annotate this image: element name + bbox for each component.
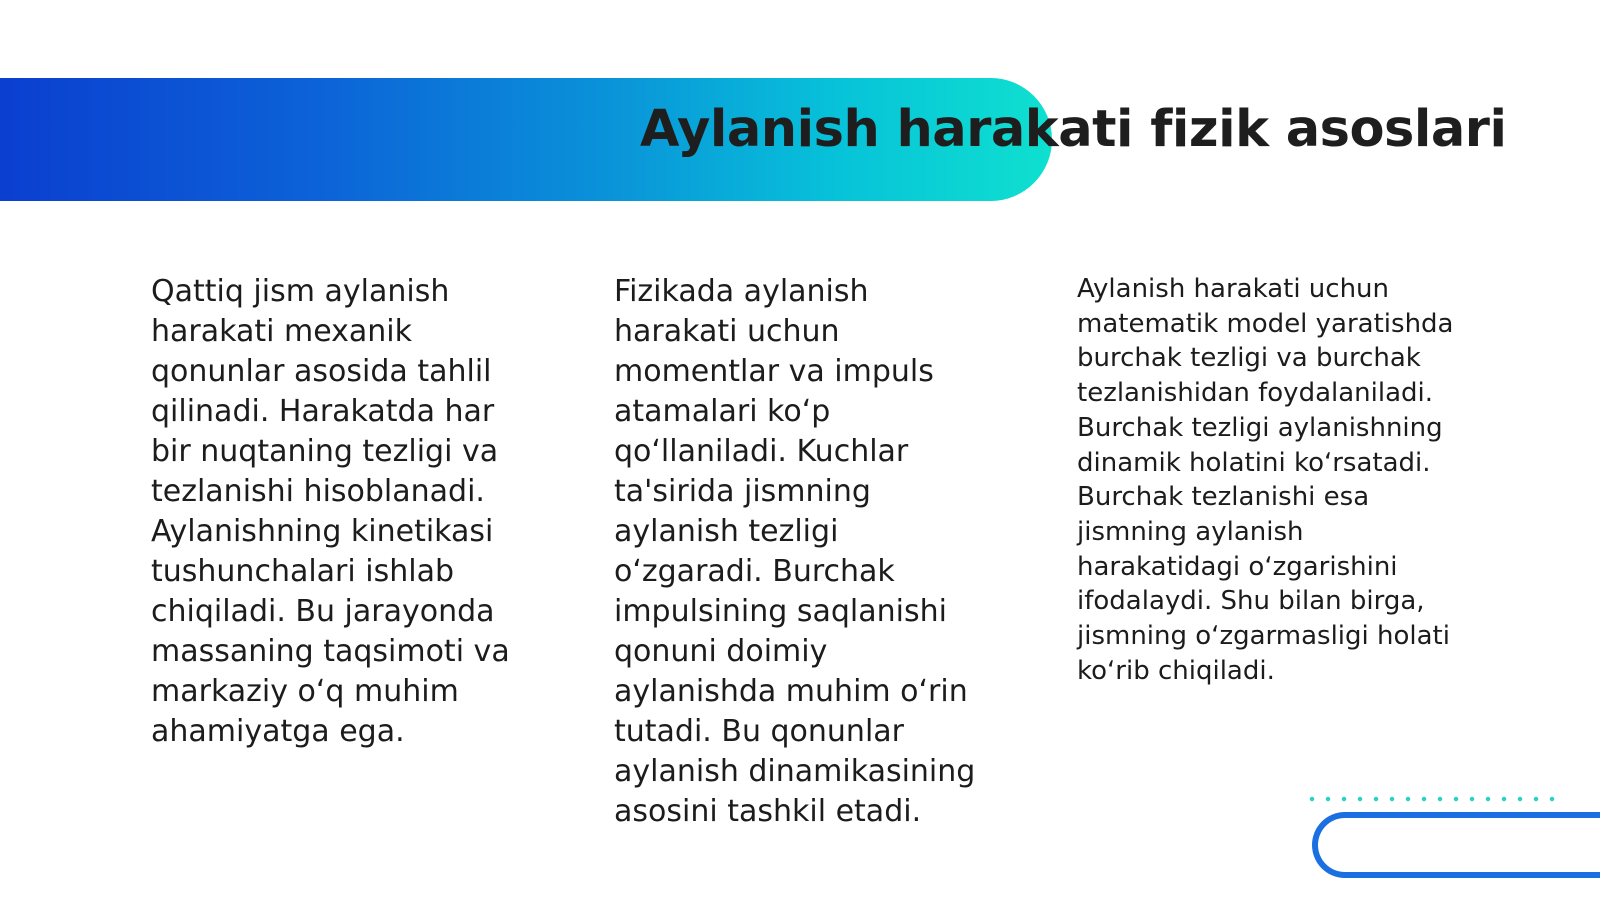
text-column-3: Aylanish harakati uchun matematik model yaratishda burchak tezligi va burchak tezlanishidan foydalaniladi. Burchak tezligi aylanishning dinamik holatini koʻrsatadi. Burchak tezlanishi esa jismning aylanish harakatidagi oʻzgarishini ifodalaydi. Shu bilan birga, jismning oʻzgarmasligi holati koʻrib chiqiladi. [1077, 274, 1454, 686]
decorative-dot-row [1304, 796, 1564, 802]
decorative-outline-pill [1312, 812, 1600, 878]
text-column-1: Qattiq jism aylanish harakati mexanik qonunlar asosida tahlil qilinadi. Harakatda har bir nuqtaning tezligi va tezlanishi hisoblanadi. Aylanishning kinetikasi tushunchalari ishlab chiqiladi. Bu jarayonda massaning taqsimoti va markaziy oʻq muhim ahamiyatga ega. [151, 274, 510, 749]
slide-title: Aylanish harakati fizik asoslari [640, 100, 1507, 159]
text-column-2: Fizikada aylanish harakati uchun momentlar va impuls atamalari koʻp qoʻllaniladi. Kuchlar ta'sirida jismning aylanish tezligi oʻzgaradi. Burchak impulsining saqlanishi qonuni doimiy aylanishda muhim oʻrin tutadi. Bu qonunlar aylanish dinamikasining asosini tashkil etadi. [614, 274, 976, 829]
